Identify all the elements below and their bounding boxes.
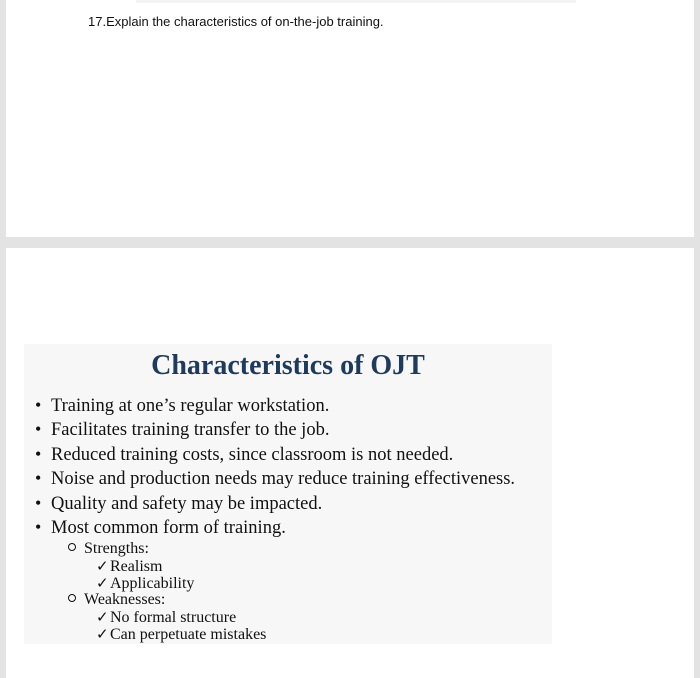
weakness-item: ✓ Can perpetuate mistakes — [96, 626, 267, 643]
question-page — [6, 0, 694, 237]
bullet-item: • Quality and safety may be impacted. — [35, 492, 323, 514]
bullet-item: • Reduced training costs, since classroom is not needed. — [35, 443, 454, 465]
bullet-dot-icon: • — [35, 395, 42, 415]
strengths-list — [96, 557, 194, 591]
bullet-dot-icon: • — [35, 492, 42, 513]
slide-title: Characteristics of OJT — [151, 350, 425, 381]
bullet-item: • Most common form of training. — [35, 516, 286, 538]
question-text: 17.Explain the characteristics of on-the-job training. — [88, 14, 384, 29]
answer-page — [6, 248, 694, 678]
strength-item: ✓ Applicability — [96, 575, 195, 592]
top-divider — [136, 0, 576, 3]
strength-item: ✓ Realism — [96, 558, 163, 575]
weakness-item: ✓ No formal structure — [96, 609, 237, 626]
weaknesses-list — [96, 608, 266, 642]
bullet-dot-icon: • — [35, 443, 42, 464]
bullet-dot-icon: • — [35, 419, 42, 440]
bullet-item: • Facilitates training transfer to the job. — [35, 419, 330, 441]
weaknesses-heading: Weaknesses: — [68, 591, 165, 608]
circle-bullet-icon — [68, 594, 76, 602]
bullet-dot-icon: • — [35, 516, 42, 537]
checkmark-icon: ✓ — [96, 576, 109, 592]
bullet-list — [35, 395, 515, 541]
bullet-item: • Training at one’s regular workstation. — [35, 395, 330, 416]
strengths-heading: Strengths: — [68, 540, 149, 557]
checkmark-icon: ✓ — [96, 559, 109, 575]
checkmark-icon: ✓ — [96, 627, 109, 643]
checkmark-icon: ✓ — [96, 610, 109, 626]
slide-image — [24, 344, 552, 644]
circle-bullet-icon — [68, 543, 76, 551]
bullet-dot-icon: • — [35, 468, 42, 489]
bullet-item: • Noise and production needs may reduce training effectiveness. — [35, 468, 516, 490]
